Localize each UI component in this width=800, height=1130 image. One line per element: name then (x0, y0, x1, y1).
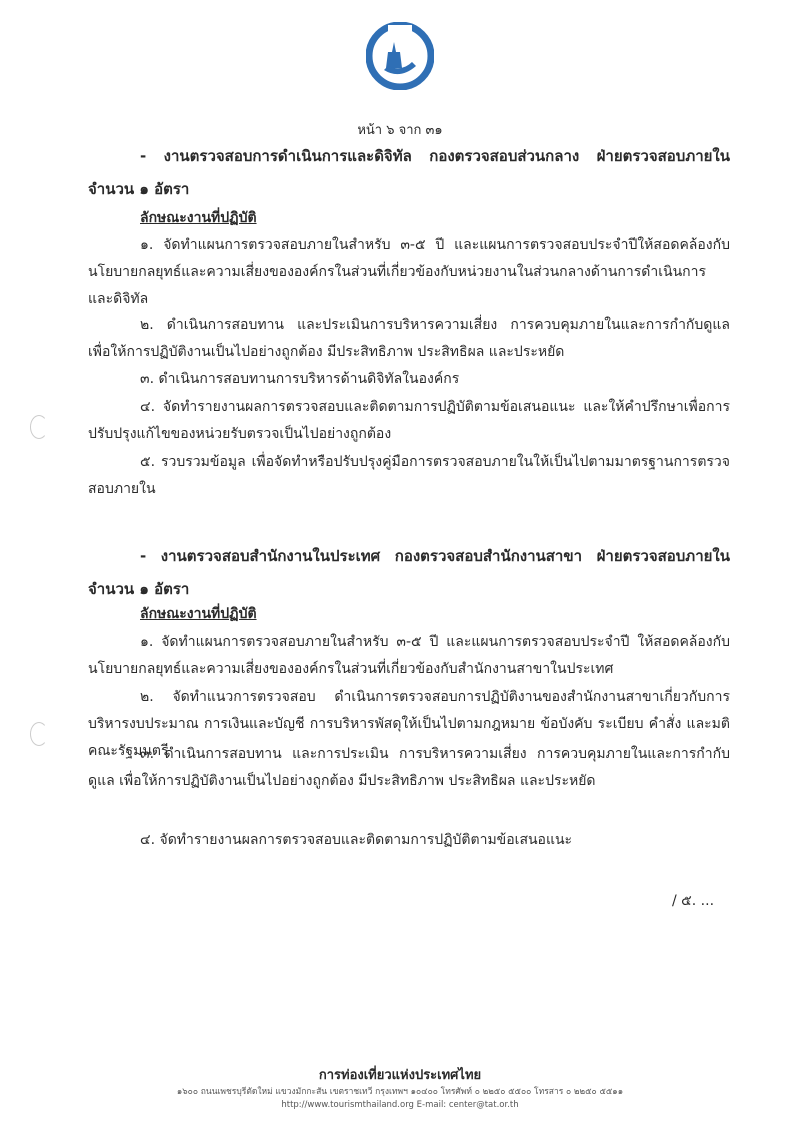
section-2-item: ๔. จัดทำรายงานผลการตรวจสอบและติดตามการปฏิบัติตามข้อเสนอแนะ (140, 832, 573, 848)
section-1-title: - งานตรวจสอบการดำเนินการและดิจิทัล กองตรวจสอบส่วนกลาง ฝ่ายตรวจสอบภายใน จำนวน ๑ อัตรา (88, 147, 730, 198)
punch-hole (30, 722, 48, 746)
section-2-item: ๒. จัดทำแนวการตรวจสอบ ดำเนินการตรวจสอบการปฏิบัติงานของสำนักงานสาขาเกี่ยวกับการบริหารงบประมาณ การเงินและบัญชี การบริหารพัสดุให้เป็นไปตามกฎหมาย ข้อบังคับ ระเบียบ คำสั่ง และมติคณะรัฐมนตรี (88, 689, 730, 759)
footer-org: การท่องเที่ยวแห่งประเทศไทย (318, 1068, 482, 1083)
section-1-duties-heading: ลักษณะงานที่ปฏิบัติ (140, 210, 257, 226)
page-number: หน้า ๖ จาก ๓๑ (357, 123, 443, 138)
section-2-item: ๓. ดำเนินการสอบทาน และการประเมิน การบริหารความเสี่ยง การควบคุมภายในและการกำกับดูแล เพื่อให้การปฏิบัติงานเป็นไปอย่างถูกต้อง มีประสิทธิภาพ ประสิทธิผล และประหยัด (88, 746, 730, 789)
section-1-item: ๓. ดำเนินการสอบทานการบริหารด้านดิจิทัลในองค์กร (140, 371, 460, 387)
footer-web: http://www.tourismthailand.org E-mail: center@tat.or.th (281, 1100, 519, 1110)
section-2-item: ๑. จัดทำแผนการตรวจสอบภายในสำหรับ ๓-๕ ปี และแผนการตรวจสอบประจำปี ให้สอดคล้องกับนโยบายกลยุทธ์และความเสี่ยงขององค์กรในส่วนที่เกี่ยวข้องกับสำนักงานสาขาในประเทศ (88, 634, 730, 677)
footer-address: ๑๖๐๐ ถนนเพชรบุรีตัดใหม่ แขวงมักกะสัน เขตราชเทวี กรุงเทพฯ ๑๐๔๐๐ โทรศัพท์ ๐ ๒๒๕๐ ๕๕๐๐ โทรสาร ๐ ๒๒๕๐ ๕๕๑๑ (176, 1087, 624, 1097)
section-2-duties-heading: ลักษณะงานที่ปฏิบัติ (140, 606, 257, 622)
section-1-item: ๒. ดำเนินการสอบทาน และประเมินการบริหารความเสี่ยง การควบคุมภายในและการกำกับดูแล เพื่อให้การปฏิบัติงานเป็นไปอย่างถูกต้อง มีประสิทธิภาพ ประสิทธิผล และประหยัด (88, 317, 730, 360)
section-2-title: - งานตรวจสอบสำนักงานในประเทศ กองตรวจสอบสำนักงานสาขา ฝ่ายตรวจสอบภายใน จำนวน ๑ อัตรา (88, 547, 730, 598)
tat-logo (366, 22, 434, 90)
section-1-item: ๕. รวบรวมข้อมูล เพื่อจัดทำหรือปรับปรุงคู่มือการตรวจสอบภายในให้เป็นไปตามมาตรฐานการตรวจสอบภายใน (88, 454, 730, 497)
section-1-item: ๑. จัดทำแผนการตรวจสอบภายในสำหรับ ๓-๕ ปี และแผนการตรวจสอบประจำปีให้สอดคล้องกับนโยบายกลยุทธ์และความเสี่ยงขององค์กรในส่วนที่เกี่ยวข้องกับหน่วยงานในส่วนกลางด้านการดำเนินการและดิจิทัล (88, 237, 730, 307)
continuation-marker: / ๕. ... (672, 893, 715, 909)
section-1-item: ๔. จัดทำรายงานผลการตรวจสอบและติดตามการปฏิบัติตามข้อเสนอแนะ และให้คำปรึกษาเพื่อการปรับปรุงแก้ไขของหน่วยรับตรวจเป็นไปอย่างถูกต้อง (88, 399, 730, 442)
punch-hole (30, 415, 48, 439)
